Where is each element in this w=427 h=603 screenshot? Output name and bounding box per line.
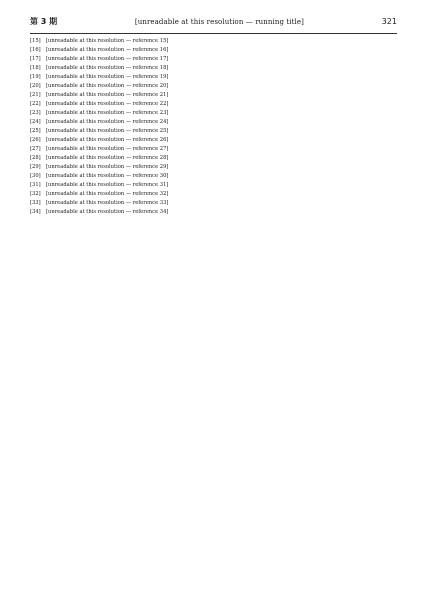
issue-label: 第 3 期 <box>30 17 58 26</box>
reference-entry <box>30 173 397 181</box>
reference-text: [unreadable at this resolution — reference 15] <box>46 38 169 44</box>
reference-number: [34] <box>30 208 41 215</box>
reference-number: [19] <box>30 73 41 80</box>
reference-entry <box>30 47 397 55</box>
reference-entry <box>30 137 397 145</box>
reference-entry <box>30 164 397 172</box>
reference-entry <box>30 74 397 82</box>
reference-text: [unreadable at this resolution — reference 23] <box>46 109 169 116</box>
reference-text: [unreadable at this resolution — reference 31] <box>46 181 169 188</box>
reference-entry <box>30 119 397 127</box>
reference-text: [unreadable at this resolution — reference 20] <box>46 82 169 89</box>
reference-text: [unreadable at this resolution — reference 30] <box>46 172 169 179</box>
reference-entry <box>30 101 397 109</box>
reference-text: [unreadable at this resolution — reference 32] <box>46 190 169 197</box>
reference-entry <box>30 110 397 118</box>
reference-text: [unreadable at this resolution — reference 16] <box>46 46 169 53</box>
reference-entry <box>30 83 397 91</box>
reference-text: [unreadable at this resolution — reference 29] <box>46 163 169 170</box>
reference-text: [unreadable at this resolution — reference 19] <box>46 73 169 80</box>
reference-entry <box>30 200 397 208</box>
reference-number: [18] <box>30 64 41 71</box>
reference-number: [16] <box>30 46 41 53</box>
reference-text: [unreadable at this resolution — reference 25] <box>46 127 169 134</box>
reference-text: [unreadable at this resolution — reference 34] <box>46 208 169 215</box>
reference-number: [21] <box>30 91 41 98</box>
reference-number: [32] <box>30 190 41 197</box>
reference-number: [17] <box>30 55 41 62</box>
reference-number: [25] <box>30 127 41 134</box>
reference-entry <box>30 92 397 100</box>
reference-number: [27] <box>30 145 41 152</box>
reference-number: [31] <box>30 181 41 188</box>
reference-entry <box>30 155 397 163</box>
reference-text: [unreadable at this resolution — reference 24] <box>46 118 169 125</box>
reference-text: [unreadable at this resolution — reference 22] <box>46 100 169 107</box>
reference-entry <box>30 182 397 190</box>
reference-entry <box>30 146 397 154</box>
reference-number: [24] <box>30 118 41 125</box>
reference-number: [30] <box>30 172 41 179</box>
running-header <box>30 16 397 34</box>
reference-entry <box>30 38 397 46</box>
reference-text: [unreadable at this resolution — reference 28] <box>46 154 169 161</box>
reference-text: [unreadable at this resolution — reference 21] <box>46 91 169 98</box>
running-title: [unreadable at this resolution — running title] <box>134 18 304 26</box>
reference-text: [unreadable at this resolution — reference 27] <box>46 145 169 152</box>
reference-number: [29] <box>30 163 41 170</box>
reference-text: [unreadable at this resolution — reference 18] <box>46 64 169 71</box>
reference-text: [unreadable at this resolution — reference 33] <box>46 199 169 206</box>
reference-entry <box>30 65 397 73</box>
reference-number: [23] <box>30 109 41 116</box>
reference-number: [20] <box>30 82 41 89</box>
reference-entry <box>30 56 397 64</box>
reference-entry <box>30 209 397 217</box>
reference-number: [22] <box>30 100 41 107</box>
reference-text: [unreadable at this resolution — reference 26] <box>46 136 169 143</box>
reference-text: [unreadable at this resolution — reference 17] <box>46 55 169 62</box>
reference-number: [33] <box>30 199 41 206</box>
reference-number: [28] <box>30 154 41 161</box>
reference-list <box>30 38 397 218</box>
reference-number: [26] <box>30 136 41 143</box>
reference-entry <box>30 128 397 136</box>
reference-entry <box>30 191 397 199</box>
reference-number: [15] <box>30 38 41 44</box>
page-number: 321 <box>381 17 397 26</box>
